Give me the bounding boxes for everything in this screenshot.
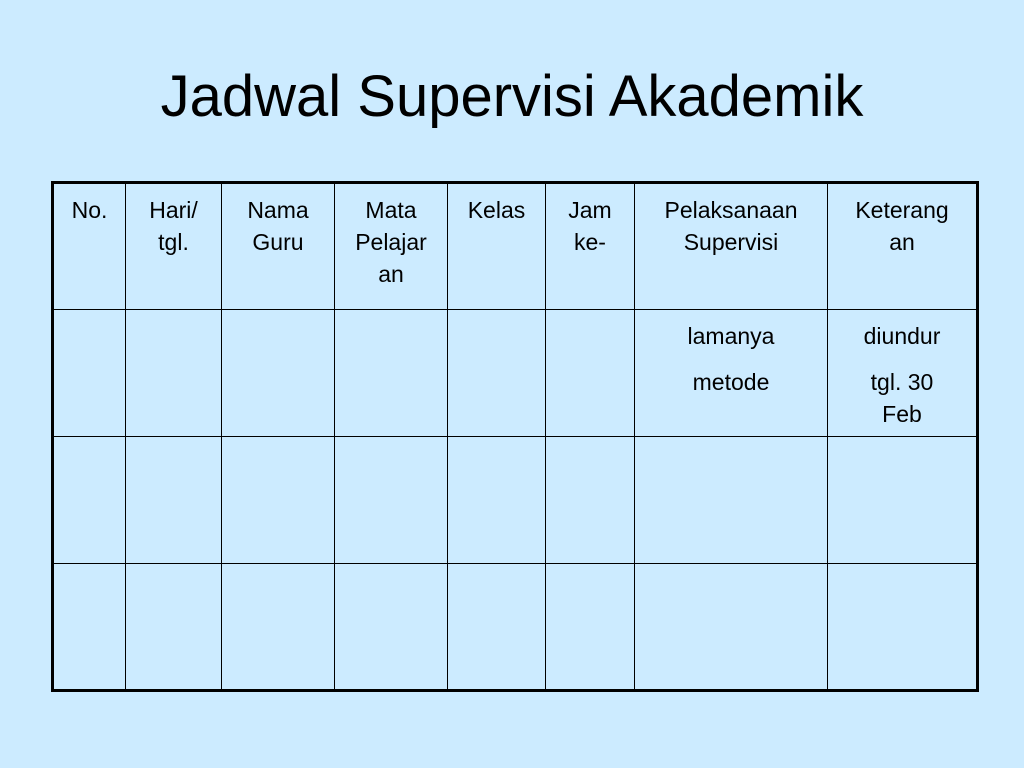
header-hari-tgl <box>126 183 222 310</box>
pelaksanaan-item-lamanya: lamanya <box>687 323 775 349</box>
cell-jam-ke <box>546 310 635 437</box>
cell-no <box>53 564 126 691</box>
cell-no <box>53 437 126 564</box>
header-nama-guru-line-2: Guru <box>252 229 304 255</box>
table-header-row <box>53 183 978 310</box>
header-keterangan <box>828 183 978 310</box>
header-mata-pelajaran-line-2: Pelajar <box>355 229 427 255</box>
cell-mata-pelajaran <box>335 437 448 564</box>
header-pelaksanaan-supervisi-line-1: Pelaksanaan <box>664 197 798 223</box>
header-pelaksanaan-supervisi-line-2: Supervisi <box>683 229 779 255</box>
pelaksanaan-item-metode: metode <box>692 369 770 395</box>
keterangan-item-date-line-1: tgl. 30 <box>870 369 934 395</box>
header-keterangan-line-2: an <box>889 229 915 255</box>
header-keterangan-line-1: Keterang <box>855 197 949 223</box>
schedule-table <box>51 181 979 692</box>
cell-jam-ke <box>546 564 635 691</box>
cell-keterangan <box>828 564 978 691</box>
slide-title: Jadwal Supervisi Akademik <box>160 64 864 129</box>
cell-pelaksanaan-supervisi <box>635 437 828 564</box>
cell-nama-guru <box>222 564 335 691</box>
cell-kelas <box>448 437 546 564</box>
cell-mata-pelajaran <box>335 564 448 691</box>
cell-nama-guru <box>222 437 335 564</box>
cell-nama-guru <box>222 310 335 437</box>
header-nama-guru <box>222 183 335 310</box>
cell-keterangan <box>828 437 978 564</box>
header-hari-tgl-line-1: Hari/ <box>149 197 198 223</box>
header-nama-guru-line-1: Nama <box>247 197 309 223</box>
cell-pelaksanaan-supervisi <box>635 564 828 691</box>
cell-mata-pelajaran <box>335 310 448 437</box>
header-mata-pelajaran <box>335 183 448 310</box>
cell-keterangan <box>828 310 978 437</box>
table-row <box>53 310 978 437</box>
cell-no <box>53 310 126 437</box>
cell-jam-ke <box>546 437 635 564</box>
header-jam-ke-line-1: Jam <box>568 197 612 223</box>
header-no <box>53 183 126 310</box>
header-jam-ke <box>546 183 635 310</box>
header-jam-ke-line-2: ke- <box>574 229 606 255</box>
cell-pelaksanaan-supervisi <box>635 310 828 437</box>
header-mata-pelajaran-line-1: Mata <box>365 197 417 223</box>
header-kelas <box>448 183 546 310</box>
table-row <box>53 564 978 691</box>
keterangan-item-diundur: diundur <box>863 323 941 349</box>
cell-hari-tgl <box>126 437 222 564</box>
cell-kelas <box>448 564 546 691</box>
table-row <box>53 437 978 564</box>
cell-kelas <box>448 310 546 437</box>
header-mata-pelajaran-line-3: an <box>378 261 404 287</box>
keterangan-item-date-line-2: Feb <box>882 401 922 427</box>
cell-hari-tgl <box>126 310 222 437</box>
header-kelas-text: Kelas <box>467 197 526 223</box>
header-pelaksanaan-supervisi <box>635 183 828 310</box>
header-hari-tgl-line-2: tgl. <box>158 229 189 255</box>
header-no-text: No. <box>71 197 108 223</box>
cell-hari-tgl <box>126 564 222 691</box>
